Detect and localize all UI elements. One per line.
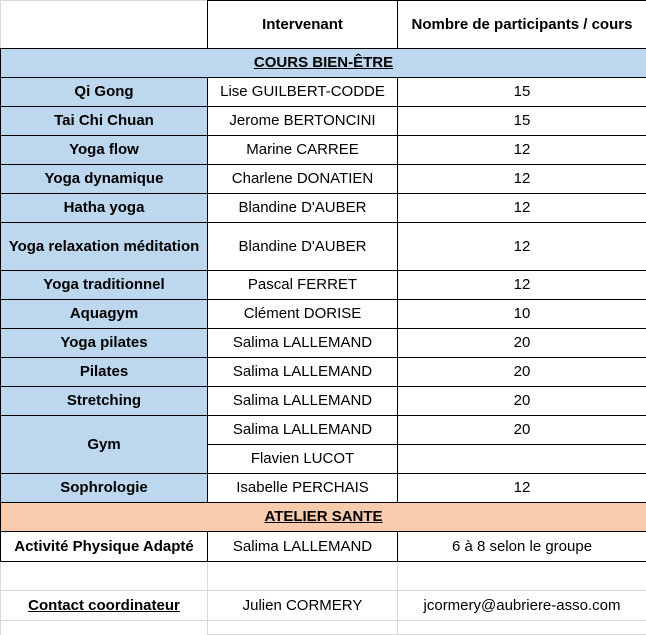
course-name[interactable]: Pilates [1, 358, 208, 387]
course-teacher[interactable]: Salima LALLEMAND [208, 329, 398, 358]
course-row [1, 358, 646, 387]
course-teacher[interactable]: Clément DORISE [208, 300, 398, 329]
course-count[interactable]: 12 [398, 194, 646, 223]
course-row [1, 107, 646, 136]
course-teacher[interactable]: Salima LALLEMAND [208, 358, 398, 387]
empty-cell[interactable] [1, 562, 208, 591]
course-count[interactable]: 20 [398, 416, 646, 445]
course-name[interactable]: Aquagym [1, 300, 208, 329]
course-name[interactable]: Sophrologie [1, 474, 208, 503]
course-teacher[interactable]: Marine CARREE [208, 136, 398, 165]
course-count[interactable]: 12 [398, 165, 646, 194]
course-name[interactable]: Activité Physique Adapté [1, 532, 208, 562]
empty-cell[interactable] [398, 562, 646, 591]
course-row [1, 474, 646, 503]
course-teacher[interactable]: Lise GUILBERT-CODDE [208, 78, 398, 107]
section-title-bien-etre[interactable]: COURS BIEN-ÊTRE [1, 49, 646, 78]
course-count[interactable]: 15 [398, 107, 646, 136]
course-teacher[interactable]: Charlene DONATIEN [208, 165, 398, 194]
course-count[interactable]: 12 [398, 136, 646, 165]
empty-cell[interactable] [208, 562, 398, 591]
course-name[interactable]: Hatha yoga [1, 194, 208, 223]
course-row [1, 387, 646, 416]
course-teacher[interactable]: Pascal FERRET [208, 271, 398, 300]
gym-row-1 [1, 416, 646, 445]
course-count[interactable] [398, 445, 646, 474]
empty-row [1, 562, 646, 591]
course-row [1, 78, 646, 107]
header-col1[interactable] [1, 1, 208, 49]
course-count[interactable]: 15 [398, 78, 646, 107]
course-row [1, 329, 646, 358]
course-name[interactable]: Yoga flow [1, 136, 208, 165]
course-name[interactable]: Yoga pilates [1, 329, 208, 358]
section-row-sante [1, 503, 646, 532]
course-teacher[interactable]: Isabelle PERCHAIS [208, 474, 398, 503]
course-count[interactable]: 12 [398, 474, 646, 503]
course-count[interactable]: 12 [398, 271, 646, 300]
course-teacher[interactable]: Blandine D'AUBER [208, 223, 398, 271]
course-name[interactable]: Stretching [1, 387, 208, 416]
contact-label[interactable]: Contact coordinateur [1, 591, 208, 621]
course-count[interactable]: 20 [398, 358, 646, 387]
course-row [1, 300, 646, 329]
course-row [1, 136, 646, 165]
section-title-sante[interactable]: ATELIER SANTE [1, 503, 646, 532]
course-row [1, 271, 646, 300]
course-teacher[interactable]: Jerome BERTONCINI [208, 107, 398, 136]
course-teacher[interactable]: Flavien LUCOT [208, 445, 398, 474]
header-intervenant[interactable]: Intervenant [208, 1, 398, 49]
course-name[interactable]: Yoga traditionnel [1, 271, 208, 300]
course-count[interactable]: 20 [398, 329, 646, 358]
contact-email[interactable]: jcormery@aubriere-asso.com [398, 591, 646, 621]
header-participants[interactable]: Nombre de participants / cours [398, 1, 646, 49]
course-count[interactable]: 6 à 8 selon le groupe [398, 532, 646, 562]
course-count[interactable]: 10 [398, 300, 646, 329]
course-count[interactable]: 12 [398, 223, 646, 271]
course-name-gym[interactable]: Gym [1, 416, 208, 474]
apa-row [1, 532, 646, 562]
course-name[interactable]: Yoga relaxation méditation [1, 223, 208, 271]
contact-row [1, 591, 646, 621]
contact-name[interactable]: Julien CORMERY [208, 591, 398, 621]
course-teacher[interactable]: Salima LALLEMAND [208, 387, 398, 416]
course-count[interactable]: 20 [398, 387, 646, 416]
course-teacher[interactable]: Blandine D'AUBER [208, 194, 398, 223]
course-name[interactable]: Tai Chi Chuan [1, 107, 208, 136]
course-teacher[interactable]: Salima LALLEMAND [208, 416, 398, 445]
course-row [1, 194, 646, 223]
section-row-bien-etre [1, 49, 646, 78]
course-row [1, 223, 646, 271]
header-row [1, 1, 646, 49]
course-name[interactable]: Yoga dynamique [1, 165, 208, 194]
course-row [1, 165, 646, 194]
course-name[interactable]: Qi Gong [1, 78, 208, 107]
course-teacher[interactable]: Salima LALLEMAND [208, 532, 398, 562]
